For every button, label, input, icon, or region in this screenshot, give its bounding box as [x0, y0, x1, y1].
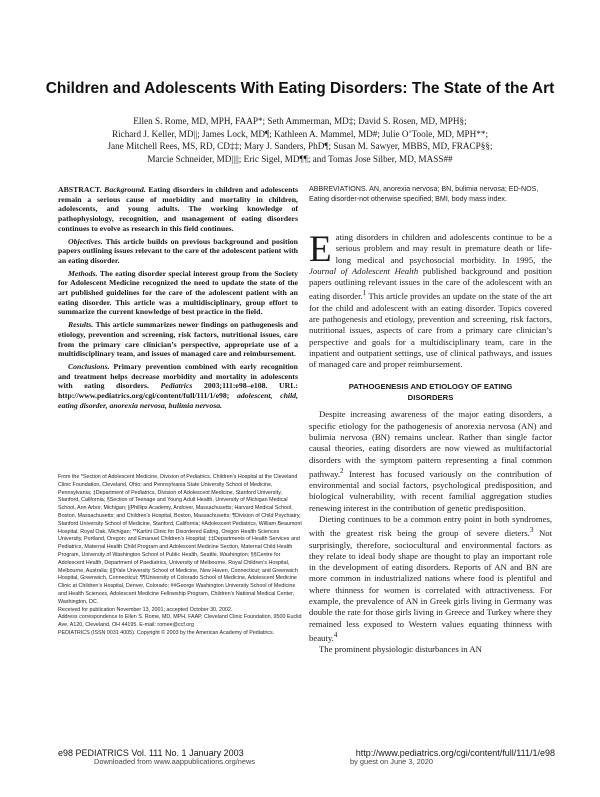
author-line: Ellen S. Rome, MD, MPH, FAAP*; Seth Ammerman, MD‡; David S. Rosen, MD, MPH§;: [133, 116, 467, 126]
article-title: Children and Adolescents With Eating Disorders: The State of the Art: [45, 80, 555, 97]
affiliations: From the *Section of Adolescent Medicine, Division of Pediatrics, Children’s Hospital at the Cleveland Clinic Foundation, Cleveland, Ohio; and Pennsylvania State University School of Medicine, Pennsylvania; ‡Department of Pediatrics, Division of Adolescent Medicine, Stanford University, Stanford, California; §Section of Teenage and Young Adult Health, University of Michigan Medical School, Ann Arbor, Michigan; ||Phillips Academy, Andover, Massachusetts; Harvard Medical School, Boston, Massachusetts; and Children’s Hospital, Boston, Massachusetts; ¶Division of Child Psychiatry, Stanford University School of Medicine, Stanford, California; #Adolescent Pediatrics, William Beaumont Hospital, Royal Oak, Michigan; **Kartini Clinic for Disordered Eating, Oregon Health Sciences University, Portland, Oregon; and Emanuel Children’s Hospital; ‡‡Departments of Health Services and Pediatrics, Maternal Health Child Program and Adolescent Medicine Section, Maternal Child Health Program, University of Washington School of Public Health, Seattle, Washington; §§Centre for Adolescent Health, Department of Paediatrics, University of Melbourne, Royal Children’s Hospital, Melbourne, Australia; ||||Yale University School of Medicine, New Haven, Connecticut; and Greenwich Hospital, Greenwich, Connecticut; ¶¶University of Colorado School of Medicine, Adolescent Medicine Clinic at Children’s Hospital, Denver, Colorado; ##George Washington University School of Medicine and Health Sciences, Adolescent Medicine Fellowship Program, Children’s National Medical Center, Washington, DC.: [58, 474, 302, 605]
abstract-objectives: Objectives. This article builds on previous background and position papers outlining issues relevant to the care of the adolescent patient with an eating disorder.: [58, 236, 298, 265]
author-line: Richard J. Keller, MD||; James Lock, MD¶; Kathleen A. Mammel, MD#; Julie O’Toole, MD, MPH**;: [111, 128, 489, 139]
abstract-methods: Methods. The eating disorder special interest group from the Society for Adolescent Medicine recognized the need to update the state of the art published guidelines for the care of the adolescent patient with an eating disorder. This article was a multidisciplinary, group effort to summarize the current knowledge of best practice in the field.: [58, 268, 298, 317]
abstract-conclusions: Conclusions. Primary prevention combined with early recognition and treatment helps decrease morbidity and mortality in adolescents with eating disorders. Pediatrics 2003;111:e98–e108. URL: http://www.pediatrics.org/cgi/content/full/111/1/e98; adolescent, child, eating disorder, anorexia nervosa, bulimia nervosa.: [58, 361, 299, 410]
drop-cap: E: [309, 229, 332, 270]
author-line: Marcie Schneider, MD||||; Eric Sigel, MD¶¶; and Tomas Jose Silber, MD, MASS##: [147, 153, 453, 164]
keywords: adolescent, child, eating disorder, anorexia nervosa, bulimia nervosa.: [58, 391, 298, 410]
paragraph: Dieting continues to be a common entry point in both syndromes, with the greatest risk being the group of severe dieters.$^3$ Not surprisingly, therefore, sociocultural and environmental factors as they relate to ideal body shape are thought to play an important role in the development of eating disorders. Reports of AN and BN are more common in industrialized nations where food is plentiful and where thinness for women is correlated with attractiveness. For example, the prevalence of AN in Greek girls living in Germany was double the rate for those girls living in Greece and Turkey where they remained less exposed to Western values equating thinness with beauty.$^4$: [309, 514, 552, 643]
received-date: Received for publication November 13, 2001; accepted October 30, 2002.: [58, 606, 233, 613]
download-notice-link[interactable]: Downloaded from www.aappublications.org/news: [94, 757, 256, 766]
footer-journal: e98 PEDIATRICS Vol. 111 No. 1 January 2003: [58, 748, 244, 758]
correspondence: Address correspondence to Ellen S. Rome, MD, MPH, FAAP, Cleveland Clinic Foundation, 9500 Euclid Ave, A120, Cleveland, OH 44195. E-mail: romee@ccf.org: [58, 614, 302, 629]
copyright: PEDIATRICS (ISSN 0031 4005). Copyright © 2003 by the American Academy of Pediatrics.: [58, 629, 275, 636]
abstract-background: ABSTRACT. Background. Eating disorders in children and adolescents remain a serious cause of morbidity and mortality in children, adolescents, and young adults. The working knowledge of pathophysiology, recognition, and management of eating disorders continues to evolve as research in this field continues.: [58, 185, 299, 233]
abbreviations: ABBREVIATIONS. AN, anorexia nervosa; BN, bulimia nervosa; ED-NOS, Eating disorder-not otherwise specified; BMI, body mass index.: [309, 185, 539, 203]
paragraph: The prominent physiologic disturbances in AN: [319, 644, 482, 655]
section-heading: PATHOGENESIS AND ETIOLOGY OF EATING DISORDERS: [348, 382, 513, 403]
download-notice-date: by guest on June 3, 2020: [350, 757, 434, 766]
footer-url-link[interactable]: http://www.pediatrics.org/cgi/content/full/111/1/e98: [355, 748, 555, 758]
affiliations-footnote: [58, 474, 303, 638]
abstract: [58, 185, 298, 413]
abstract-results: Results. This article summarizes newer findings on pathogenesis and etiology, prevention and screening, risk factors, nutritional issues, care from the primary care clinician’s perspective, appropriate use of a multidisciplinary team, and issues of managed care and reimbursement.: [58, 320, 298, 359]
body-text: [309, 229, 553, 655]
intro-paragraph: Eating disorders in children and adolescents continue to be a serious problem and may result in premature death or life-long medical and psychosocial morbidity. In 1995, the Journal of Adolescent Health published background and position papers outlining relevant issues in the care of the adolescent with an eating disorder.$^1$ This article provides an update on the state of the art for the child and adolescent with an eating disorder. Topics covered are pathogenesis and etiology, prevention and screening, risk factors, nutritional issues, aspects of care from a primary care clinician’s perspective and goals for a multidisciplinary team, care in the inpatient and outpatient settings, use of clinical pathways, and issues of managed care and proper reimbursement.: [309, 229, 553, 370]
author-list: [40, 115, 560, 165]
paragraph: Despite increasing awareness of the major eating disorders, a specific etiology for the pathogenesis of anorexia nervosa (AN) and bulimia nervosa (BN) remains unclear. Rather than single factor causal theories, eating disorders are now viewed as multifactorial disorders with the symptom pattern representing a final common pathway.$^2$ Interest has focused variously on the contribution of environmental and social factors, psychological predisposition, and biological vulnerability, with recent familial aggregation studies renewing interest in the contribution of genetic predisposition.: [309, 409, 552, 513]
author-line: Jane Mitchell Rees, MS, RD, CD‡‡; Mary J. Sanders, PhD¶; Susan M. Sawyer, MBBS, MD, FRACP§§;: [107, 141, 493, 152]
